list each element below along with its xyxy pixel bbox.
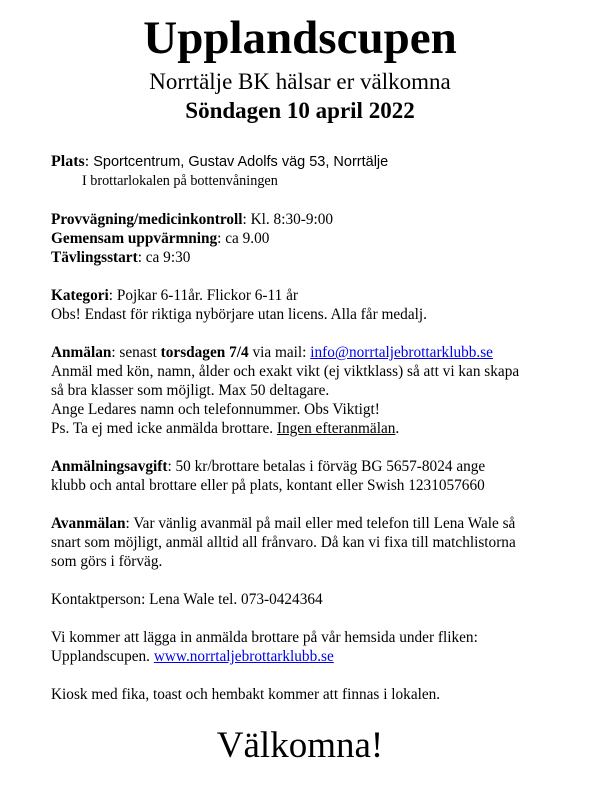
- avanmalan-line2: snart som möjligt, anmäl alltid all frånvaro. Då kan vi fixa till matchlistorna: [51, 534, 516, 551]
- schedule-weighin: [51, 210, 591, 229]
- anmalan-line4: Ange Ledares namn och telefonnummer. Obs Viktigt!: [51, 401, 380, 418]
- avgift-label: Anmälningsavgift: [51, 458, 168, 475]
- kategori-value: : Pojkar 6-11år. Flickor 6-11 år: [108, 287, 298, 304]
- anmalan-line5: [51, 419, 591, 438]
- avanmalan-line1: : Var vänlig avanmäl på mail eller med telefon till Lena Wale så: [125, 515, 516, 532]
- schedule-start: [51, 248, 591, 267]
- avgift-line2: klubb och antal brottare eller på plats, kontant eller Swish 1231057660: [51, 477, 485, 494]
- plats-city: Norrtälje: [333, 154, 389, 170]
- anmalan-line5-pre: Ps. Ta ej med icke anmälda brottare.: [51, 420, 277, 437]
- document-body: [51, 152, 591, 704]
- avanmalan-line3: som görs i förväg.: [51, 553, 163, 570]
- anmalan-line5-post: .: [395, 420, 400, 437]
- anmalan-label: Anmälan: [51, 344, 112, 361]
- welcome-text: Välkomna!: [216, 725, 384, 766]
- subtitle: Norrtälje BK hälsar er välkomna: [149, 69, 451, 94]
- schedule-start-label: Tävlingsstart: [51, 249, 138, 266]
- anmalan-pre: : senast: [111, 344, 161, 361]
- schedule-weighin-value: : Kl. 8:30-9:00: [242, 211, 334, 228]
- no-late-registration: Ingen efteranmälan: [276, 420, 396, 437]
- kiosk-info: Kiosk med fika, toast och hembakt kommer att finnas i lokalen.: [51, 686, 441, 703]
- schedule-weighin-label: Provvägning/medicinkontroll: [51, 211, 243, 228]
- schedule-warmup-label: Gemensam uppvärmning: [51, 230, 218, 247]
- hemsida-line2-pre: Upplandscupen.: [51, 648, 154, 665]
- plats-note: I brottarlokalen på bottenvåningen: [82, 173, 278, 189]
- anmalan-mid: via mail:: [248, 344, 311, 361]
- plats-address: Gustav Adolfs väg 53,: [188, 154, 334, 170]
- kategori-note: Obs! Endast för riktiga nybörjare utan licens. Alla får medalj.: [51, 306, 427, 323]
- schedule-start-value: : ca 9:30: [137, 249, 191, 266]
- plats-label: Plats: [51, 153, 85, 170]
- anmalan-line: [51, 343, 591, 362]
- anmalan-line2: Anmäl med kön, namn, ålder och exakt vikt (ej viktklass) så att vi kan skapa: [51, 363, 520, 380]
- email-link[interactable]: info@norrtaljebrottarklubb.se: [310, 344, 493, 361]
- avanmalan-line: [51, 514, 591, 533]
- hemsida-line2: [51, 647, 591, 666]
- avgift-line: [51, 457, 591, 476]
- avanmalan-label: Avanmälan: [51, 515, 126, 532]
- plats-venue: Sportcentrum,: [93, 154, 189, 170]
- website-link[interactable]: www.norrtaljebrottarklubb.se: [153, 648, 334, 665]
- event-date: Söndagen 10 april 2022: [185, 98, 415, 123]
- kategori-label: Kategori: [51, 287, 109, 304]
- page-title: Upplandscupen: [143, 12, 457, 64]
- hemsida-line1: Vi kommer att lägga in anmälda brottare på vår hemsida under fliken:: [51, 629, 478, 646]
- plats-sep: :: [84, 153, 94, 170]
- anmalan-deadline: torsdagen 7/4: [160, 344, 249, 361]
- anmalan-line3: så bra klasser som möjligt. Max 50 deltagare.: [51, 382, 330, 399]
- avgift-line1: : 50 kr/brottare betalas i förväg BG 5657-8024 ange: [167, 458, 486, 475]
- plats-line: [51, 152, 591, 172]
- schedule-warmup: [51, 229, 591, 248]
- schedule-warmup-value: : ca 9.00: [217, 230, 270, 247]
- contact-person: Kontaktperson: Lena Wale tel. 073-0424364: [51, 591, 323, 608]
- kategori-line: [51, 286, 591, 305]
